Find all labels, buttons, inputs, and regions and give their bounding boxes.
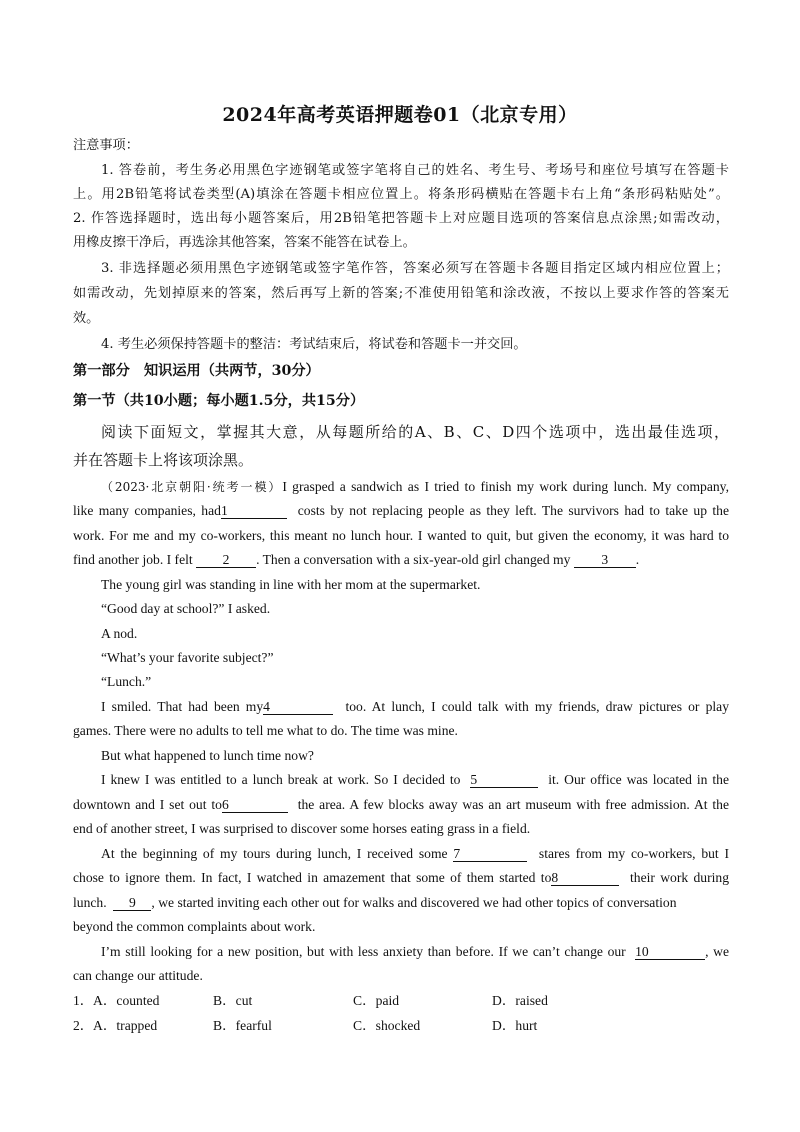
blank-10[interactable]: 10 <box>635 945 705 960</box>
passage-line-15: end of another street, I was surprised to discover some horses eating grass in a field. <box>73 821 531 836</box>
passage-line-19: beyond the common complaints about work. <box>73 919 316 934</box>
blank-9[interactable]: 9 <box>113 896 151 911</box>
passage-line-18: lunch. 9 , we started inviting each other out for walks and discovered we had other topics of conversation <box>73 895 677 910</box>
option-1-b[interactable]: B．cut <box>213 993 253 1008</box>
passage-line-11: games. There were no adults to tell me what to do. The time was mine. <box>73 723 458 738</box>
note-1-line-2: 上。用2B铅笔将试卷类型(A)填涂在答题卡相应位置上。将条形码横贴在答题卡右上角“条形码粘贴处”。 <box>73 187 729 202</box>
passage-line-4: find another job. I felt 2 . Then a conversation with a six-year-old girl changed my 3 . <box>73 552 640 567</box>
part-heading: 第一部分 知识运用（共两节，30分） <box>73 363 320 379</box>
note-3-line-1: 3. 非选择题必须用黑色字迹钢笔或签字笔作答，答案必须写在答题卡各题目指定区域内相应位置上； <box>101 261 729 276</box>
passage-line-7: A nod. <box>101 626 138 641</box>
instructions-line-2: 并在答题卡上将该项涂黑。 <box>73 451 254 469</box>
option-1-d[interactable]: D．raised <box>492 993 548 1008</box>
passage-line-5: The young girl was standing in line with her mom at the supermarket. <box>101 577 481 592</box>
blank-5[interactable]: 5 <box>470 773 538 788</box>
passage-line-9: “Lunch.” <box>101 674 152 689</box>
passage-line-3: work. For me and my co-workers, this meant no lunch hour. I wanted to quit, but given the economy, it was hard to <box>73 528 729 543</box>
section-heading: 第一节（共10小题；每小题1.5分，共15分） <box>73 393 365 409</box>
blank-2[interactable]: 2 <box>196 553 256 568</box>
passage-line-12: But what happened to lunch time now? <box>101 748 314 763</box>
passage-line-2: like many companies, had1 costs by not replacing people as they left. The survivors had to take up the <box>73 503 729 518</box>
blank-8[interactable]: 8 <box>551 871 619 886</box>
question-number: 1． <box>73 993 94 1008</box>
passage-line-6: “Good day at school?” I asked. <box>101 601 271 616</box>
option-2-b[interactable]: B．fearful <box>213 1018 272 1033</box>
option-1-c[interactable]: C．paid <box>353 993 400 1008</box>
notes-heading: 注意事项： <box>73 138 139 153</box>
page-title: 2024年高考英语押题卷01（北京专用） <box>222 104 578 126</box>
option-2-c[interactable]: C．shocked <box>353 1018 421 1033</box>
note-2-line-1: 2. 作答选择题时，选出每小题答案后，用2B铅笔把答题卡上对应题目选项的答案信息点涂黑;如需改动， <box>73 211 729 226</box>
note-1-line-1: 1. 答卷前，考生务必用黑色字迹钢笔或签字笔将自己的姓名、考生号、考场号和座位号填写在答题卡 <box>101 163 729 178</box>
passage-line-20: I’m still looking for a new position, but with less anxiety than before. If we can’t change our 10 , we <box>101 944 730 959</box>
passage-line-14: downtown and I set out to6 the area. A few blocks away was an art museum with free admission. At the <box>73 797 730 812</box>
note-2-line-2: 用橡皮擦干净后，再选涂其他答案，答案不能答在试卷上。 <box>73 235 416 250</box>
blank-1[interactable]: 1 <box>221 504 287 519</box>
passage-line-13: I knew I was entitled to a lunch break at work. So I decided to 5 it. Our office was located in the <box>101 772 730 787</box>
note-4: 4. 考生必须保持答题卡的整洁：考试结束后，将试卷和答题卡一并交回。 <box>101 337 527 352</box>
option-2-d[interactable]: D．hurt <box>492 1018 538 1033</box>
option-1-a[interactable]: A．counted <box>93 993 160 1008</box>
passage-line-1: （2023·北京朝阳·统考一模）I grasped a sandwich as I tried to finish my work during lunch. My company, <box>101 479 729 494</box>
passage-line-10: I smiled. That had been my4 too. At lunch, I could talk with my friends, draw pictures or play <box>101 699 729 714</box>
passage-line-21: can change our attitude. <box>73 968 203 983</box>
blank-3[interactable]: 3 <box>574 553 636 568</box>
question-number: 2． <box>73 1018 94 1033</box>
option-2-a[interactable]: A．trapped <box>93 1018 158 1033</box>
instructions-line-1: 阅读下面短文，掌握其大意，从每题所给的A、B、C、D四个选项中，选出最佳选项， <box>101 423 729 441</box>
blank-7[interactable]: 7 <box>453 847 527 862</box>
source-label: （2023·北京朝阳·统考一模） <box>101 480 283 494</box>
passage-line-8: “What’s your favorite subject?” <box>101 650 274 665</box>
note-3-line-3: 效。 <box>73 311 100 326</box>
passage-line-17: chose to ignore them. In fact, I watched in amazement that some of them started to8 their work during <box>73 870 729 885</box>
note-3-line-2: 如需改动，先划掉原来的答案，然后再写上新的答案;不准使用铅笔和涂改液，不按以上要求作答的答案无 <box>73 286 729 301</box>
blank-6[interactable]: 6 <box>222 798 288 813</box>
passage-line-16: At the beginning of my tours during lunch, I received some 7 stares from my co-workers, but I <box>101 846 729 861</box>
blank-4[interactable]: 4 <box>263 700 333 715</box>
